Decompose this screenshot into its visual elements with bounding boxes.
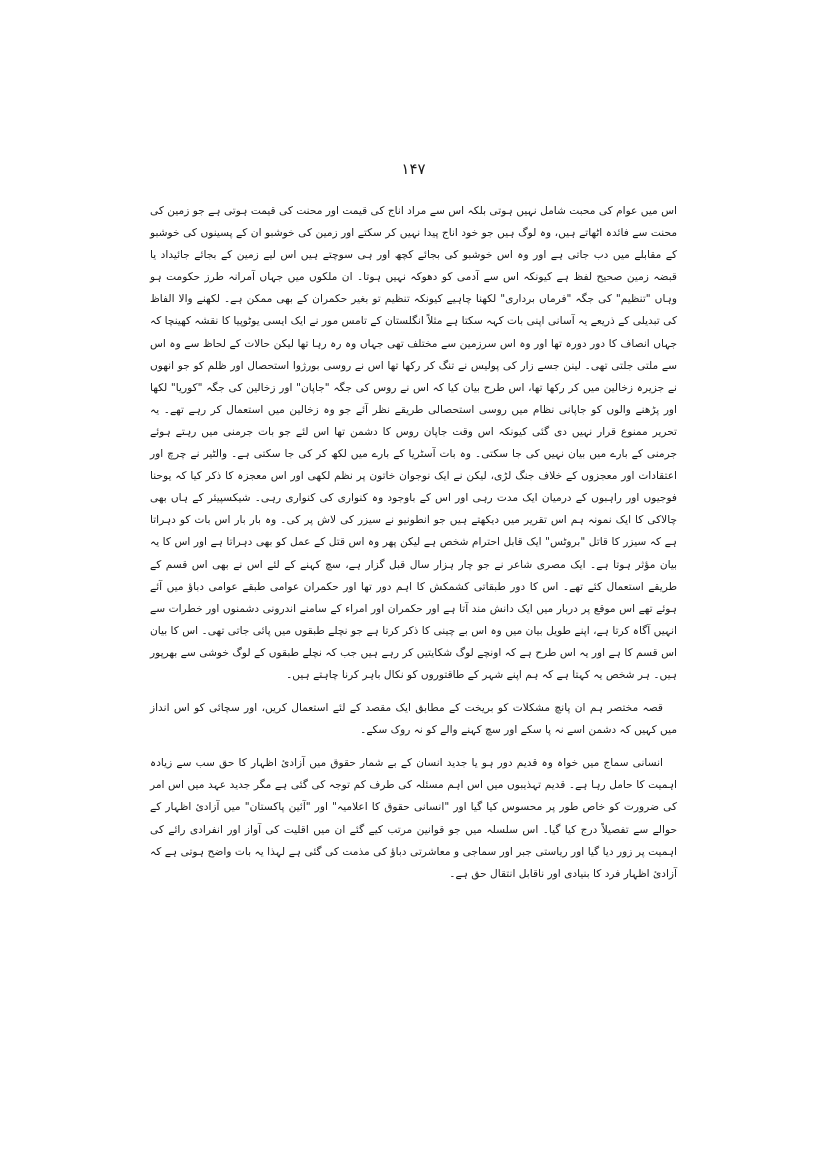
page-number: ۱۴۷: [401, 160, 426, 178]
paragraph-3: انسانی سماج میں خواہ وہ قدیم دور ہو یا جدید انسان کے بے شمار حقوق میں آزادئ اظہار کا حق سب سے زیادہ اہمیت کا حامل رہا ہے۔ قدیم تہذیبوں میں اس اہم مسئلہ کی طرف کم توجہ کی گئی ہے مگر جدید عہد میں اس امر کی ضرورت کو خاص طور پر محسوس کیا گیا اور "انسانی حقوق کا اعلامیہ" اور "آئین پاکستان" میں آزادئ اظہار کے حوالے سے تفصیلاً درج کیا گیا۔ اس سلسلہ میں جو قوانین مرتب کیے گئے ان میں اقلیت کی آواز اور انفرادی رائے کی اہمیت پر زور دیا گیا اور ریاستی جبر اور سماجی و معاشرتی دباؤ کی مذمت کی گئی ہے لہذا یہ بات واضح ہوتی ہے کہ آزادئ اظہار فرد کا بنیادی اور ناقابل انتقال حق ہے۔: [150, 757, 677, 880]
body-text: [150, 200, 677, 885]
paragraph-2: قصہ مختصر ہم ان پانچ مشکلات کو بریخت کے مطابق ایک مقصد کے لئے استعمال کریں، اور سچائی کو اس انداز میں کہیں کہ دشمن اسے نہ پا سکے اور سچ کہنے والے کو نہ روک سکے۔: [150, 702, 677, 737]
paragraph-1: اس میں عوام کی محبت شامل نہیں ہوتی بلکہ اس سے مراد اناج کی قیمت اور محنت کی قیمت ہوتی ہے جو زمین کی محنت سے فائدہ اٹھاتے ہیں، وہ لوگ ہیں جو خود اناج پیدا نہیں کر سکتے اور زمین کی خوشبو ان کے پسینوں کی خوشبو کے مقابلے میں دب جاتی ہے اور وہ اس خوشبو کی بجائے کچھ اور ہی سوچتے ہیں اس لیے زمین کے بجائے جائیداد یا قبضہ زمین صحیح لفظ ہے کیونکہ اس سے آدمی کو دھوکہ نہیں ہوتا۔ ان ملکوں میں جہاں آمرانہ طرز حکومت ہو وہاں "تنظیم" کی جگہ "فرماں برداری" لکھنا چاہیے کیونکہ تنظیم تو بغیر حکمران کے بھی ممکن ہے۔ لکھنے والا الفاظ کی تبدیلی کے ذریعے یہ آسانی اپنی بات کہہ سکتا ہے مثلاً انگلستان کے تامس مور نے ایک ایسی یوٹوپیا کا نقشہ کھینچا کہ جہاں انصاف کا دور دورہ تھا اور وہ اس سرزمین سے مختلف تھی جہاں وہ رہ رہا تھا لیکن حالات کے لحاظ سے وہ اس سے ملتی جلتی تھی۔ لینن جسے زار کی پولیس نے تنگ کر رکھا تھا اس نے روسی بورژوا استحصال اور ظلم کو جو انھوں نے جزیرہ زخالین میں کر رکھا تھا، اس طرح بیان کیا کہ اس نے روس کی جگہ "جاپان" اور زخالین کی جگہ "کوریا" لکھا اور پڑھنے والوں کو جاپانی نظام میں روسی استحصالی طریقے نظر آئے جو وہ زخالین میں استعمال کر رہے تھے۔ یہ تحریر ممنوع قرار نہیں دی گئی کیونکہ اس وقت جاپان روس کا دشمن تھا اس لئے جو بات جرمنی میں رہتے ہوئے جرمنی کے بارے میں بیان نہیں کی جا سکتی۔ وہ بات آسٹریا کے بارے میں لکھ کر کی جا سکتی ہے۔ والٹیر نے چرچ اور اعتقادات اور معجزوں کے خلاف جنگ لڑی، لیکن نے ایک نوجوان خاتون پر نظم لکھی اور اس معجزہ کا ذکر کیا کہ یوحنا فوجیوں اور راہبوں کے درمیان ایک مدت رہی اور اس کے باوجود وہ کنواری کی کنواری رہی۔ شیکسپیئر کے ہاں بھی چالاکی کا ایک نمونہ ہم اس تقریر میں دیکھتے ہیں جو انطونیو نے سیزر کی لاش پر کی۔ وہ بار بار اس بات کو دہراتا ہے کہ سیزر کا قاتل "بروٹس" ایک قابل احترام شخص ہے لیکن پھر وہ اس قتل کے عمل کو بھی دہراتا ہے اور اس کا یہ بیان مؤثر ہوتا ہے۔ ایک مصری شاعر نے جو چار ہزار سال قبل گزار ہے، سچ کہنے کے لئے اس نے بھی اس قسم کے طریقے استعمال کئے تھے۔ اس کا دور طبقاتی کشمکش کا اہم دور تھا اور حکمران عوامی طبقے عوامی دباؤ میں آئے ہوئے تھے اس موقع پر دربار میں ایک دانش مند آتا ہے اور حکمران اور امراء کے سامنے اندرونی دشمنوں اور خطرات سے انہیں آگاہ کرتا ہے، اپنے طویل بیان میں وہ اس بے چینی کا ذکر کرتا ہے جو نچلے طبقوں میں پائی جاتی تھی۔ اس کا بیان اس قسم کا ہے اور یہ اس طرح ہے کہ اونچے لوگ شکایتیں کر رہے ہیں جب کہ نچلے طبقوں کے لوگ خوشی سے بھرپور ہیں۔ ہر شخص یہ کہتا ہے کہ ہم اپنے شہر کے طاقتوروں کو نکال باہر کرنا چاہتے ہیں۔: [150, 205, 677, 681]
